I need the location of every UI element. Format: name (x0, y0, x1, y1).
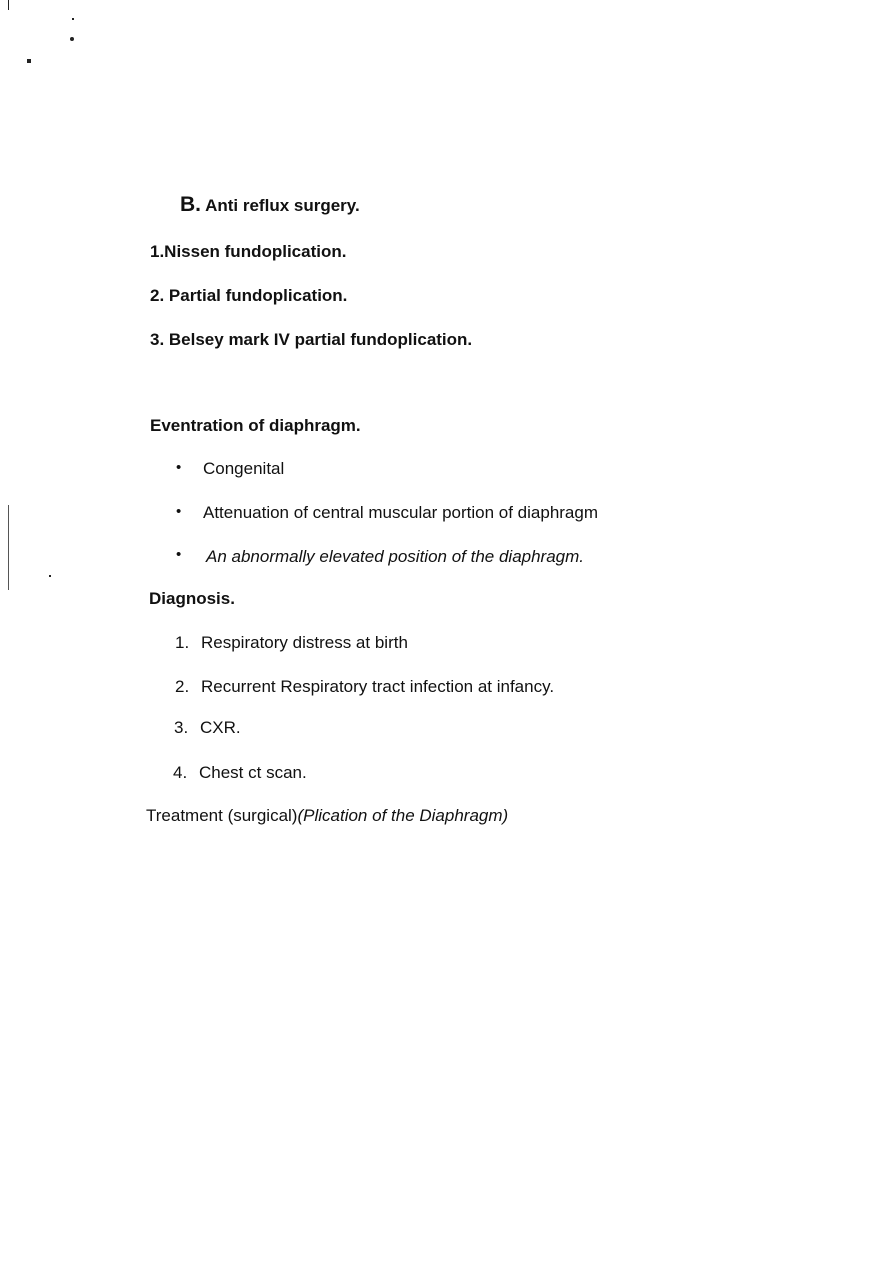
anti-reflux-item-1: 1.Nissen fundoplication. (150, 242, 347, 261)
scan-mark (70, 37, 74, 41)
anti-reflux-item-3: 3. Belsey mark IV partial fundoplication. (150, 330, 473, 349)
treatment-line (146, 805, 508, 827)
anti-reflux-heading-text: Anti reflux surgery. (205, 196, 360, 215)
scan-mark (72, 18, 74, 20)
treatment-detail: (Plication of the Diaphragm) (297, 806, 509, 825)
bullet-marker: • (176, 546, 182, 563)
eventration-bullet-2: Attenuation of central muscular portion of diaphragm (203, 503, 599, 522)
diagnosis-item-number: 1. (175, 633, 190, 652)
section-letter: B. (180, 193, 201, 216)
bullet-marker: • (176, 459, 182, 476)
diagnosis-item-number: 2. (175, 677, 190, 696)
diagnosis-item-1: Respiratory distress at birth (201, 633, 408, 652)
treatment-label: Treatment (surgical) (146, 806, 298, 825)
diagnosis-item-3: CXR. (200, 718, 241, 737)
scan-mark (8, 0, 9, 10)
diagnosis-item-number: 3. (174, 718, 189, 737)
diagnosis-heading: Diagnosis. (149, 589, 235, 608)
scan-mark (27, 59, 31, 63)
eventration-bullet-1: Congenital (203, 459, 285, 478)
scan-mark (8, 505, 9, 590)
scan-mark (49, 575, 51, 577)
bullet-marker: • (176, 503, 182, 520)
eventration-bullet-3: An abnormally elevated position of the diaphragm. (206, 547, 585, 566)
anti-reflux-item-2: 2. Partial fundoplication. (150, 286, 348, 305)
diagnosis-item-number: 4. (173, 763, 188, 782)
diagnosis-item-4: Chest ct scan. (199, 763, 307, 782)
eventration-heading: Eventration of diaphragm. (150, 416, 361, 435)
anti-reflux-heading (180, 194, 360, 217)
diagnosis-item-2: Recurrent Respiratory tract infection at infancy. (201, 677, 555, 696)
